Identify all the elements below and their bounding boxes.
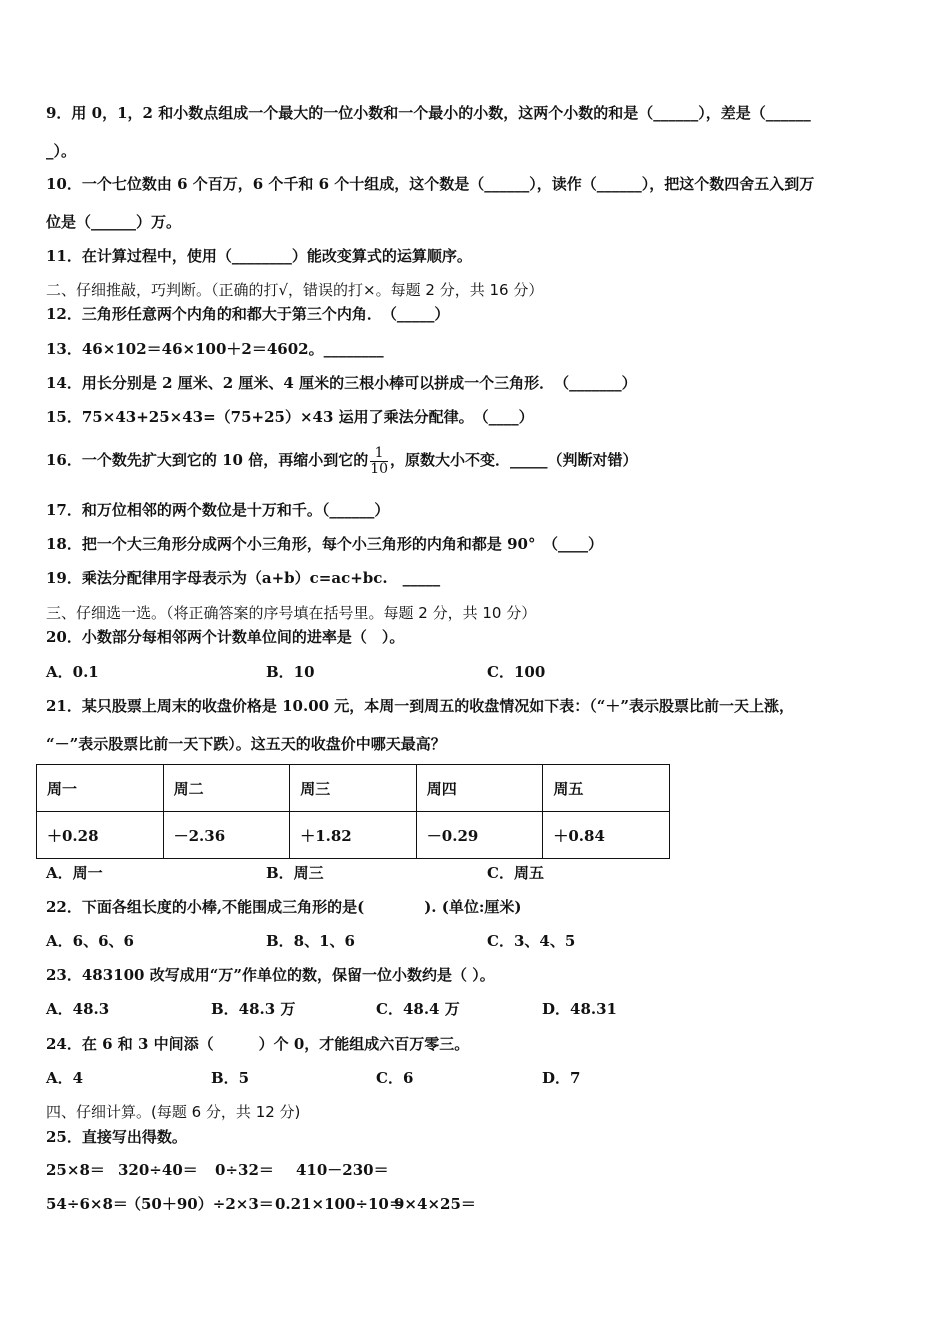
q23-option-c: C．48.4 万 (376, 1000, 460, 1018)
q21-line1: 21．某只股票上周末的收盘价格是 10.00 元，本周一到周五的收盘情况如下表：（“＋”表示股票比前一天上涨， (46, 697, 795, 715)
q21-option-b: B．周三 (266, 864, 324, 882)
q21-option-a: A．周一 (46, 864, 103, 882)
q24-stem: 24．在 6 和 3 中间添（ ）个 0，才能组成六百万零三。 (46, 1035, 470, 1053)
q22-stem: 22．下面各组长度的小棒,不能围成三角形的是( ). (单位:厘米) (46, 898, 522, 916)
table-header-row (37, 765, 670, 812)
q9-line1: 9．用 0，1，2 和小数点组成一个最大的一位小数和一个最小的小数，这两个小数的和是（______），差是（______ (46, 104, 811, 122)
table-cell-day: 周四 (416, 765, 543, 812)
table-cell-change: ＋0.28 (37, 812, 164, 859)
q23-option-d: D．48.31 (542, 1000, 617, 1018)
q10-line1: 10．一个七位数由 6 个百万，6 个千和 6 个十组成，这个数是（______），读作（______），把这个数四舍五入到万 (46, 175, 815, 193)
q15: 15．75×43+25×43=（75+25）×43 运用了乘法分配律。 （____） (46, 408, 534, 426)
q10-line2: 位是（______）万。 (46, 213, 182, 231)
calc-item: 0.21×100÷10＝ (275, 1195, 404, 1213)
section2-heading: 二、仔细推敲，巧判断。（正确的打√，错误的打×。每题 2 分，共 16 分） (46, 281, 544, 299)
q23-option-b: B．48.3 万 (211, 1000, 296, 1018)
q21-option-c: C．周五 (487, 864, 544, 882)
q14: 14．用长分别是 2 厘米、2 厘米、4 厘米的三根小棒可以拼成一个三角形． （_______） (46, 374, 637, 392)
section4-heading: 四、仔细计算。(每题 6 分，共 12 分) (46, 1103, 301, 1121)
calc-item: （50＋90）÷2×3＝ (126, 1195, 274, 1213)
calc-item: 320÷40＝ (118, 1161, 198, 1179)
q20-option-c: C．100 (487, 663, 546, 681)
q25-stem: 25．直接写出得数。 (46, 1128, 187, 1146)
calc-item: 0÷32＝ (215, 1161, 274, 1179)
table-cell-day: 周二 (163, 765, 290, 812)
table-cell-change: －0.29 (416, 812, 543, 859)
table-row (37, 812, 670, 859)
q18: 18．把一个大三角形分成两个小三角形，每个小三角形的内角和都是 90° （____） (46, 535, 603, 553)
q24-option-d: D．7 (542, 1069, 581, 1087)
fraction-1-10 (370, 446, 388, 477)
q22-option-a: A．6、6、6 (46, 932, 134, 950)
table-cell-day: 周一 (37, 765, 164, 812)
q24-option-b: B．5 (211, 1069, 250, 1087)
fraction-numerator: 1 (370, 446, 388, 462)
q17: 17．和万位相邻的两个数位是十万和千。（______） (46, 501, 390, 519)
q13: 13．46×102＝46×100＋2＝4602。________ (46, 340, 384, 358)
q22-option-c: C．3、4、5 (487, 932, 576, 950)
table-cell-change: ＋0.84 (543, 812, 670, 859)
q23-option-a: A．48.3 (46, 1000, 110, 1018)
q16 (46, 442, 638, 478)
q22-option-b: B．8、1、6 (266, 932, 355, 950)
q21-line2: “－”表示股票比前一天下跌）。这五天的收盘价中哪天最高？ (46, 735, 446, 753)
q24-option-c: C．6 (376, 1069, 414, 1087)
stock-price-table (36, 764, 670, 859)
q19: 19．乘法分配律用字母表示为（a+b）c=ac+bc. _____ (46, 569, 441, 587)
calc-item: 54÷6×8＝ (46, 1195, 128, 1213)
calc-item: 25×8＝ (46, 1161, 105, 1179)
q24-option-a: A．4 (46, 1069, 84, 1087)
calc-item: 410－230＝ (296, 1161, 389, 1179)
table-cell-change: ＋1.82 (290, 812, 417, 859)
q12: 12．三角形任意两个内角的和都大于第三个内角． （_____） (46, 305, 450, 323)
q16-before: 16．一个数先扩大到它的 10 倍，再缩小到它的 (46, 451, 369, 469)
q9-line2: _）。 (46, 142, 77, 160)
section3-heading: 三、仔细选一选。（将正确答案的序号填在括号里。每题 2 分，共 10 分） (46, 604, 537, 622)
table-cell-day: 周三 (290, 765, 417, 812)
q20-option-b: B．10 (266, 663, 315, 681)
q11: 11．在计算过程中，使用（________）能改变算式的运算顺序。 (46, 247, 472, 265)
fraction-denominator: 10 (370, 460, 389, 477)
calc-item: 9×4×25＝ (394, 1195, 476, 1213)
q23-stem: 23．483100 改写成用“万”作单位的数，保留一位小数约是（ ）。 (46, 966, 495, 984)
q20-option-a: A．0.1 (46, 663, 99, 681)
table-cell-change: －2.36 (163, 812, 290, 859)
table-cell-day: 周五 (543, 765, 670, 812)
q20-stem: 20．小数部分每相邻两个计数单位间的进率是（ ）。 (46, 628, 405, 646)
q16-after: ，原数大小不变．_____（判断对错） (390, 451, 638, 469)
